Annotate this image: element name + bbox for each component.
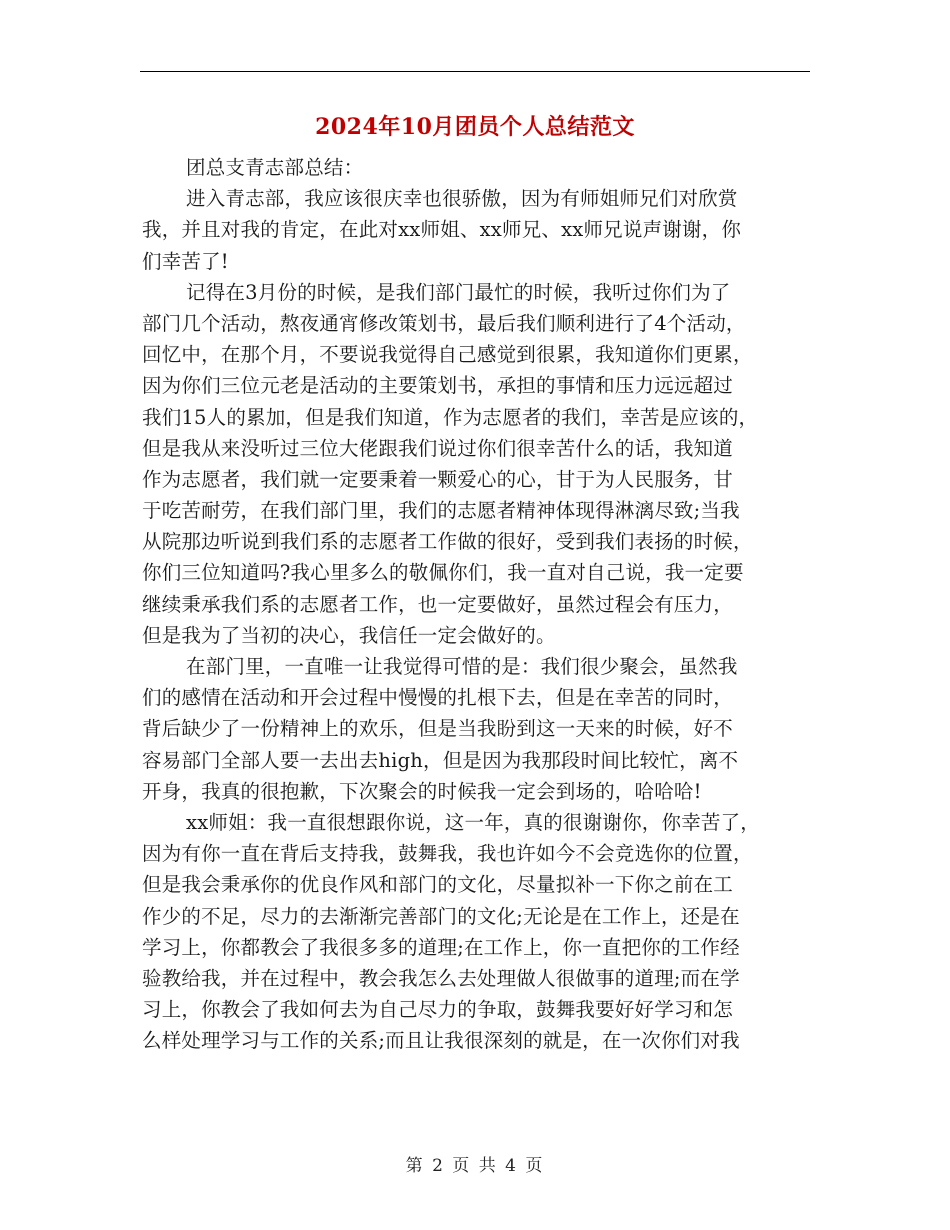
text-line: 学习上，你都教会了我很多多的道理;在工作上，你一直把你的工作经 [142, 935, 740, 959]
text-line: 作少的不足，尽力的去渐渐完善部门的文化;无论是在工作上，还是在 [142, 904, 740, 928]
text-line: 背后缺少了一份精神上的欢乐，但是当我盼到这一天来的时候，好不 [142, 717, 734, 741]
text-line: 从院那边听说到我们系的志愿者工作做的很好，受到我们表扬的时候， [142, 530, 753, 554]
text-line: 但是我会秉承你的优良作风和部门的文化，尽量拟补一下你之前在工 [142, 873, 734, 897]
document-body [142, 152, 814, 1056]
page-number: 第 2 页 共 4 页 [405, 1156, 545, 1176]
text-line: 记得在3月份的时候，是我们部门最忙的时候，我听过你们为了 [186, 280, 731, 304]
text-line: 但是我从来没听过三位大佬跟我们说过你们很幸苦什么的话，我知道 [142, 436, 734, 460]
text-line: 进入青志部，我应该很庆幸也很骄傲，因为有师姐师兄们对欣赏 [186, 187, 738, 211]
text-line: 因为你们三位元老是活动的主要策划书，承担的事情和压力远远超过 [142, 374, 734, 398]
text-line: 你们三位知道吗?我心里多么的敬佩你们，我一直对自己说，我一定要 [142, 561, 744, 585]
text-line: 验教给我，并在过程中，教会我怎么去处理做人很做事的道理;而在学 [142, 966, 740, 990]
text-line: 在部门里，一直唯一让我觉得可惜的是：我们很少聚会，虽然我 [186, 655, 738, 678]
text-line: 于吃苦耐劳，在我们部门里，我们的志愿者精神体现得淋漓尽致;当我 [142, 499, 740, 523]
text-line: 回忆中，在那个月，不要说我觉得自己感觉到很累，我知道你们更累， [142, 343, 753, 367]
text-line: 团总支青志部总结： [186, 156, 364, 179]
document-title: 2024年10月团员个人总结范文 [315, 114, 635, 140]
text-line: 开身，我真的很抱歉，下次聚会的时候我一定会到场的，哈哈哈! [142, 779, 702, 803]
text-line: 但是我为了当初的决心，我信任一定会做好的。 [142, 623, 556, 647]
text-line: xx师姐：我一直很想跟你说，这一年，真的很谢谢你，你幸苦了， [186, 810, 760, 834]
header-rule [140, 71, 810, 72]
text-line: 们幸苦了! [142, 249, 229, 273]
text-line: 部门几个活动，熬夜通宵修改策划书，最后我们顺利进行了4个活动， [142, 311, 746, 335]
text-line: 我们15人的累加，但是我们知道，作为志愿者的我们，幸苦是应该的， [142, 405, 759, 429]
text-line: 继续秉承我们系的志愿者工作，也一定要做好，虽然过程会有压力， [142, 592, 734, 616]
text-line: 作为志愿者，我们就一定要秉着一颗爱心的心，甘于为人民服务，甘 [142, 467, 734, 491]
text-line: 么样处理学习与工作的关系;而且让我很深刻的就是，在一次你们对我 [142, 1029, 740, 1053]
text-line: 我，并且对我的肯定，在此对xx师姐、xx师兄、xx师兄说声谢谢，你 [142, 218, 742, 242]
text-line: 们的感情在活动和开会过程中慢慢的扎根下去，但是在幸苦的同时， [142, 686, 734, 710]
text-line: 因为有你一直在背后支持我，鼓舞我，我也许如今不会竞选你的位置， [142, 842, 753, 866]
text-line: 习上，你教会了我如何去为自己尽力的争取，鼓舞我要好好学习和怎 [142, 998, 734, 1022]
text-line: 容易部门全部人要一去出去high，但是因为我那段时间比较忙，离不 [142, 748, 739, 772]
